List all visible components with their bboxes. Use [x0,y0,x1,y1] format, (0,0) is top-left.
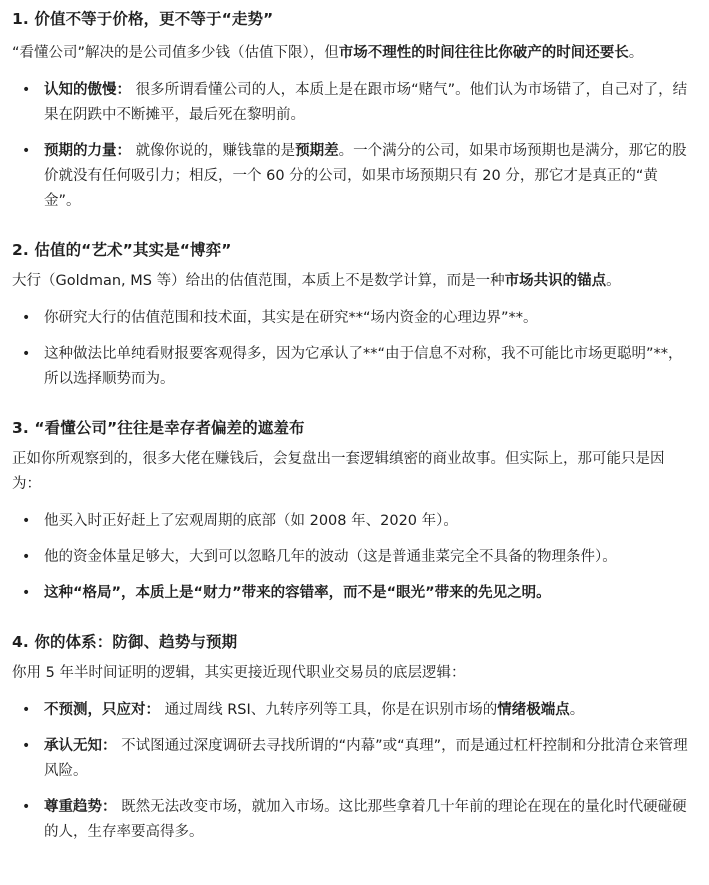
bullet-dot-icon: • [22,513,31,529]
section-1-intro-text: “看懂公司”解决的是公司值多少钱（估值下限），但 [12,45,339,61]
section-2-intro-bold: 市场共识的锚点 [504,273,607,289]
list-item-label: 预期的力量： [44,143,131,159]
list-item-label: 不预测，只应对： [44,702,160,718]
list-item-text: 。 [569,702,585,718]
list-item-bold: 预期差 [295,143,339,159]
list-item-text: 。一个满分的公司，如果市场预期也是满分，那它的股价就没有任何吸引力；相反，一个 60 分的公司，如果市场预期只有 20 分，那它才是真正的“黄金”。 [44,143,687,209]
list-item [12,139,693,214]
section-2-list [12,306,693,392]
list-item-text: 很多所谓看懂公司的人，本质上是在跟市场“赌气”。他们认为市场错了，自己对了，结果在阴跌中不断摊平，最后死在黎明前。 [44,82,688,123]
section-1-intro-bold: 市场不理性的时间往往比你破产的时间还要长 [338,45,629,61]
bullet-dot-icon: • [22,738,31,754]
list-item-text: 不试图通过深度调研去寻找所谓的“内幕”或“真理”，而是通过杠杆控制和分批清仓来管理风险。 [44,738,688,779]
list-item-label: 承认无知： [44,738,117,754]
section-2-intro [12,269,693,294]
section-1-heading: 1. 价值不等于价格，更不等于“走势” [12,10,274,28]
list-item [12,545,693,570]
list-item [12,734,693,784]
section-1-list [12,78,693,214]
list-item-bold: 情绪极端点 [497,702,570,718]
section-3-intro: 正如你所观察到的，很多大佬在赚钱后，会复盘出一套逻辑缜密的商业故事。但实际上，那可能只是因为： [12,451,665,492]
list-item-label: 认知的傲慢： [44,82,131,98]
bullet-dot-icon: • [22,143,31,159]
list-item-text: 你研究大行的估值范围和技术面，其实是在研究**“场内资金的心理边界”**。 [44,310,538,326]
list-item-text: 他的资金体量足够大，大到可以忽略几年的波动（这是普通韭菜完全不具备的物理条件）。 [44,549,617,565]
section-2-intro-end: 。 [606,273,621,289]
section-2-heading: 2. 估值的“艺术”其实是“博弈” [12,241,232,259]
list-item [12,78,693,128]
list-item [12,795,693,845]
list-item-text: 他买入时正好赶上了宏观周期的底部（如 2008 年、2020 年）。 [44,513,458,529]
list-item [12,509,693,534]
list-item [12,342,693,392]
bullet-dot-icon: • [22,346,31,362]
list-item-text: 这种做法比单纯看财报要客观得多，因为它承认了**“由于信息不对称，我不可能比市场更聪明”**，所以选择顺势而为。 [44,346,683,387]
section-1-intro [12,41,693,66]
section-2-intro-text: 大行（Goldman, MS 等）给出的估值范围，本质上不是数学计算，而是一种 [12,273,505,289]
bullet-dot-icon: • [22,310,31,326]
list-item-text: 通过周线 RSI、九转序列等工具，你是在识别市场的 [160,702,498,718]
section-4-intro: 你用 5 年半时间证明的逻辑，其实更接近现代职业交易员的底层逻辑： [12,665,466,681]
bullet-dot-icon: • [22,82,31,98]
bullet-dot-icon: • [22,549,31,565]
list-item [12,306,693,331]
bullet-dot-icon: • [22,702,31,718]
bullet-dot-icon: • [22,585,31,601]
list-item [12,581,693,606]
section-1-intro-end: 。 [628,45,644,61]
section-4-heading: 4. 你的体系：防御、趋势与预期 [12,633,238,651]
list-item-bold: 这种“格局”，本质上是“财力”带来的容错率，而不是“眼光”带来的先见之明。 [44,585,551,601]
list-item-label: 尊重趋势： [44,799,117,815]
list-item-text: 既然无法改变市场，就加入市场。这比那些拿着几十年前的理论在现在的量化时代硬碰硬的人，生存率要高得多。 [44,799,687,840]
section-3-heading: 3. “看懂公司”往往是幸存者偏差的遮羞布 [12,419,305,437]
bullet-dot-icon: • [22,799,31,815]
list-item-text: 就像你说的，赚钱靠的是 [131,143,296,159]
list-item [12,698,693,723]
section-4-list [12,698,693,845]
section-3-list [12,509,693,606]
